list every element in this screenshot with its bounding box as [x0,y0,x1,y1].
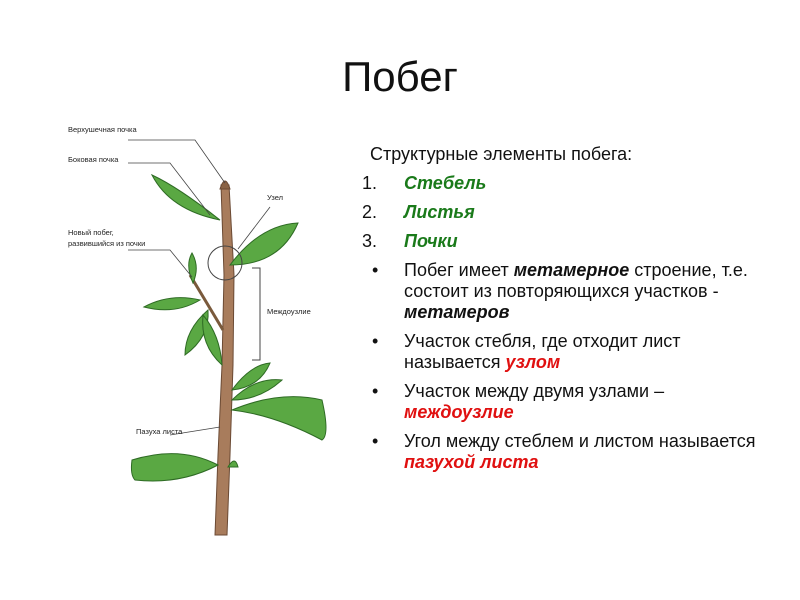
label-new-shoot-line2: развившийся из почки [68,239,146,248]
leader-apical-bud [128,140,225,183]
bullet-icon: • [372,260,379,280]
leaf-new-shoot-top [189,253,197,283]
element-text: Листья [404,202,475,222]
bullet-item [362,260,762,323]
bullet-icon: • [372,431,379,451]
element-text: Стебель [404,173,487,193]
bullet-item [362,431,762,473]
bullet-item [362,331,762,373]
term-leaf-axil: пазухой листа [404,452,539,472]
bullet-list [362,260,762,473]
element-number: 3. [362,231,378,251]
bullet-text: строение, т.е. состоит из повторяющихся участков - [404,260,748,301]
slide-title: Побег [342,53,458,100]
element-text: Почки [404,231,458,251]
label-apical-bud: Верхушечная почка [68,125,137,134]
leaf-new-shoot-1 [144,298,200,310]
elements-list [362,173,762,252]
element-item [362,202,762,223]
bullet-text: Участок между двумя узлами – [404,381,665,401]
bullet-text: Побег имеет [404,260,514,280]
bullet-icon: • [372,381,379,401]
apical-bud [220,181,230,189]
label-lateral-bud: Боковая почка [68,155,119,164]
shoot-diagram [60,115,360,545]
term-metamers: метамеров [404,302,510,322]
term-internode: междоузлие [404,402,514,422]
internode-bracket [252,268,260,360]
element-item [362,173,762,194]
bullet-text: Участок стебля, где отходит лист называется [404,331,681,372]
element-number: 2. [362,202,378,222]
leaf-upper-left [152,175,220,220]
subtitle: Структурные элементы побега: [370,144,633,164]
text-content [362,140,762,481]
leaf-node-right [230,223,298,265]
label-internode: Междоузлие [267,307,311,316]
shoot-illustration [60,115,360,545]
term-metameric: метамерное [513,260,630,280]
leaf-bottom-left [131,454,218,481]
bullet-icon: • [372,331,379,351]
element-number: 1. [362,173,378,193]
bullet-text: Угол между стеблем и листом называется [404,431,756,451]
label-node: Узел [267,193,283,202]
bullet-item [362,381,762,423]
element-item [362,231,762,252]
leader-new-shoot [128,250,192,277]
term-node: узлом [505,352,561,372]
label-leaf-axil: Пазуха листа [136,427,183,436]
label-new-shoot-line1: Новый побег, [68,228,114,237]
leaf-lower-right [232,397,326,440]
